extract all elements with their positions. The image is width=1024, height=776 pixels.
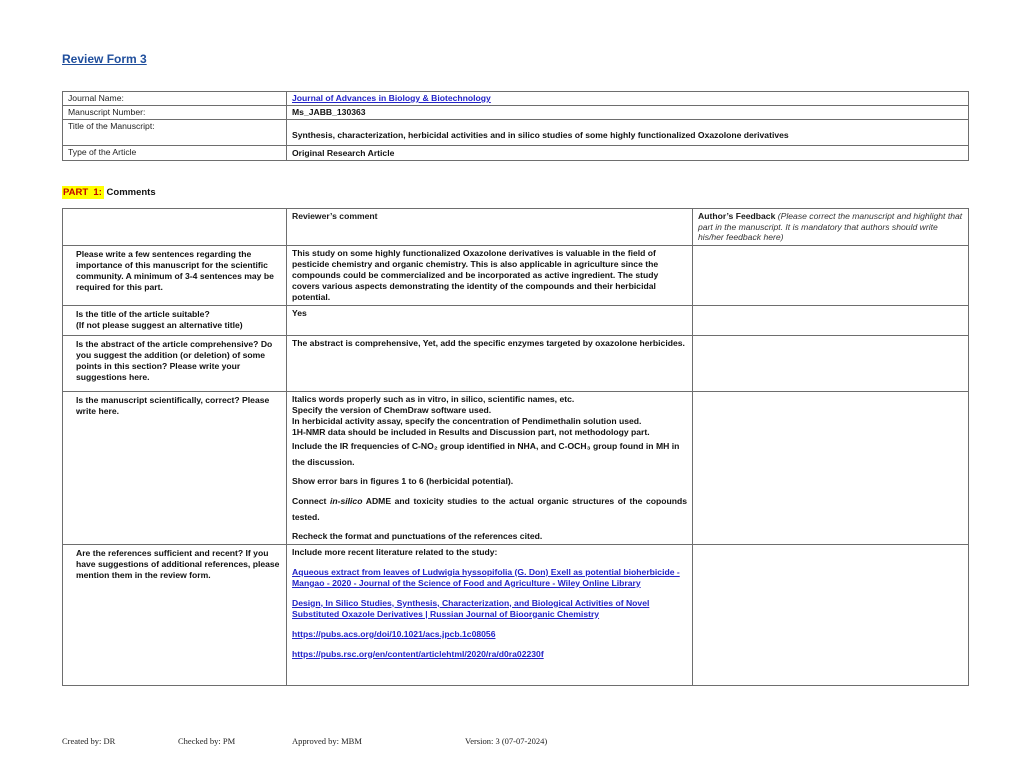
reviewer-comment-cell (287, 245, 693, 305)
page-title: Review Form 3 (62, 52, 147, 66)
author-feedback-note: (Please correct the manuscript and highlight that part in the manuscript. It is mandatory that authors should write his/her feedback here) (698, 211, 963, 242)
comments-row (63, 245, 969, 305)
comment-paragraph: Include the IR frequencies of C-NO₂ group identified in NHA, and C-OCH₃ group found in MH in the discussion. (292, 440, 680, 467)
comments-row (63, 335, 969, 391)
info-row (63, 92, 969, 106)
info-row (63, 106, 969, 120)
footer-checked-by: Checked by: PM (178, 736, 236, 746)
comment-line: Specify the version of ChemDraw software used. (292, 404, 492, 415)
question-cell (63, 245, 287, 305)
question-cell (63, 305, 287, 335)
comment-line: Italics words properly such as in vitro, in silico, scientific names, etc. (292, 393, 575, 404)
reference-link[interactable]: Aqueous extract from leaves of Ludwigia hyssopifolia (G. Don) Exell as potential bioherbicide - Mangao - 2020 - Journal of the Science of Food and Agriculture - Wiley Online Library (292, 566, 680, 588)
reference-link[interactable]: Design, In Silico Studies, Synthesis, Characterization, and Biological Activities of Novel Substituted Oxazole Derivatives | Russian Journal of Bioorganic Chemistry (292, 597, 650, 619)
info-value: Synthesis, characterization, herbicidal activities and in silico studies of some highly functionalized Oxazolone derivatives (287, 120, 969, 146)
comment-paragraph: Yes (292, 307, 307, 318)
reference-link[interactable]: https://pubs.acs.org/doi/10.1021/acs.jpcb.1c08056 (292, 628, 496, 639)
footer-approved-by: Approved by: MBM (292, 736, 362, 746)
info-row (63, 146, 969, 161)
footer-version: Version: 3 (07-07-2024) (465, 736, 548, 746)
question-text: Is the abstract of the article comprehensive? Do you suggest the addition (or deletion) of some points in this section? Please write your suggestions here. (76, 338, 273, 382)
info-value (287, 92, 969, 106)
author-feedback-cell (693, 245, 969, 305)
reference-link-paragraph (292, 629, 687, 640)
info-value: Ms_JABB_130363 (287, 106, 969, 120)
author-feedback-header (693, 209, 969, 246)
reviewer-comment-cell (287, 335, 693, 391)
author-feedback-cell (693, 335, 969, 391)
comment-line: 1H-NMR data should be included in Results and Discussion part, not methodology part. (292, 426, 650, 437)
question-cell (63, 544, 287, 685)
info-label: Manuscript Number: (63, 106, 287, 120)
comment-paragraph: Include more recent literature related to the study: (292, 546, 498, 557)
journal-name-link[interactable]: Journal of Advances in Biology & Biotechnology (292, 93, 491, 103)
part1-heading (62, 187, 1024, 198)
question-text: Please write a few sentences regarding the importance of this manuscript for the scientific community. A minimum of 3-4 sentences may be required for this part. (76, 248, 274, 292)
info-label: Type of the Article (63, 146, 287, 161)
comments-row (63, 391, 969, 544)
author-feedback-cell (693, 544, 969, 685)
author-feedback-cell (693, 391, 969, 544)
comments-header-row (63, 209, 969, 246)
document-page (0, 52, 1024, 776)
manuscript-info-body (63, 92, 969, 161)
manuscript-info-table (62, 91, 969, 161)
question-text: Is the title of the article suitable? (76, 308, 210, 319)
info-label: Title of the Manuscript: (63, 120, 287, 146)
reviewer-comment-cell (287, 544, 693, 685)
comments-row (63, 544, 969, 685)
comment-paragraph: The abstract is comprehensive, Yet, add the specific enzymes targeted by oxazolone herbicides. (292, 337, 685, 348)
reference-link-paragraph (292, 598, 687, 620)
part1-comments-label: Comments (106, 187, 156, 198)
question-cell (63, 335, 287, 391)
comment-paragraph: Connect in-silico ADME and toxicity studies to the actual organic structures of the copounds tested. (292, 495, 687, 522)
reviewer-comment-cell (287, 391, 693, 544)
reference-link[interactable]: https://pubs.rsc.org/en/content/articlehtml/2020/ra/d0ra02230f (292, 648, 544, 659)
reviewer-comment-header: Reviewer’s comment (287, 209, 693, 246)
reference-link-paragraph (292, 649, 687, 660)
author-feedback-title: Author’s Feedback (698, 211, 776, 221)
comment-paragraph: This study on some highly functionalized Oxazolone derivatives is valuable in the field of pesticide chemistry and organic chemistry. This is also applicable in agriculture since the compounds could be commercialized and be incorporated as active ingredient. The study covers various aspects demonstrating the identity of the compounds and their herbicidal potential. (292, 247, 659, 302)
info-row (63, 120, 969, 146)
reviewer-comment-cell (287, 305, 693, 335)
comment-line: In herbicidal activity assay, specify the concentration of Pendimethalin solution used. (292, 415, 642, 426)
question-text: Are the references sufficient and recent? If you have suggestions of additional references, please mention them in the review form. (76, 547, 280, 580)
question-text: Is the manuscript scientifically, correct? Please write here. (76, 394, 270, 416)
comments-table (62, 208, 969, 686)
reference-link-paragraph (292, 567, 687, 589)
question-cell (63, 391, 287, 544)
info-label: Journal Name: (63, 92, 287, 106)
question-header-cell (63, 209, 287, 246)
comment-paragraph: Recheck the format and punctuations of the references cited. (292, 530, 543, 541)
author-feedback-cell (693, 305, 969, 335)
question-text: (If not please suggest an alternative title) (76, 319, 243, 330)
comments-row (63, 305, 969, 335)
comment-paragraph: Show error bars in figures 1 to 6 (herbicidal potential). (292, 475, 514, 486)
part1-highlight-label: PART 1: (63, 187, 102, 198)
info-value: Original Research Article (287, 146, 969, 161)
footer-created-by: Created by: DR (62, 736, 116, 746)
comments-body (63, 245, 969, 685)
